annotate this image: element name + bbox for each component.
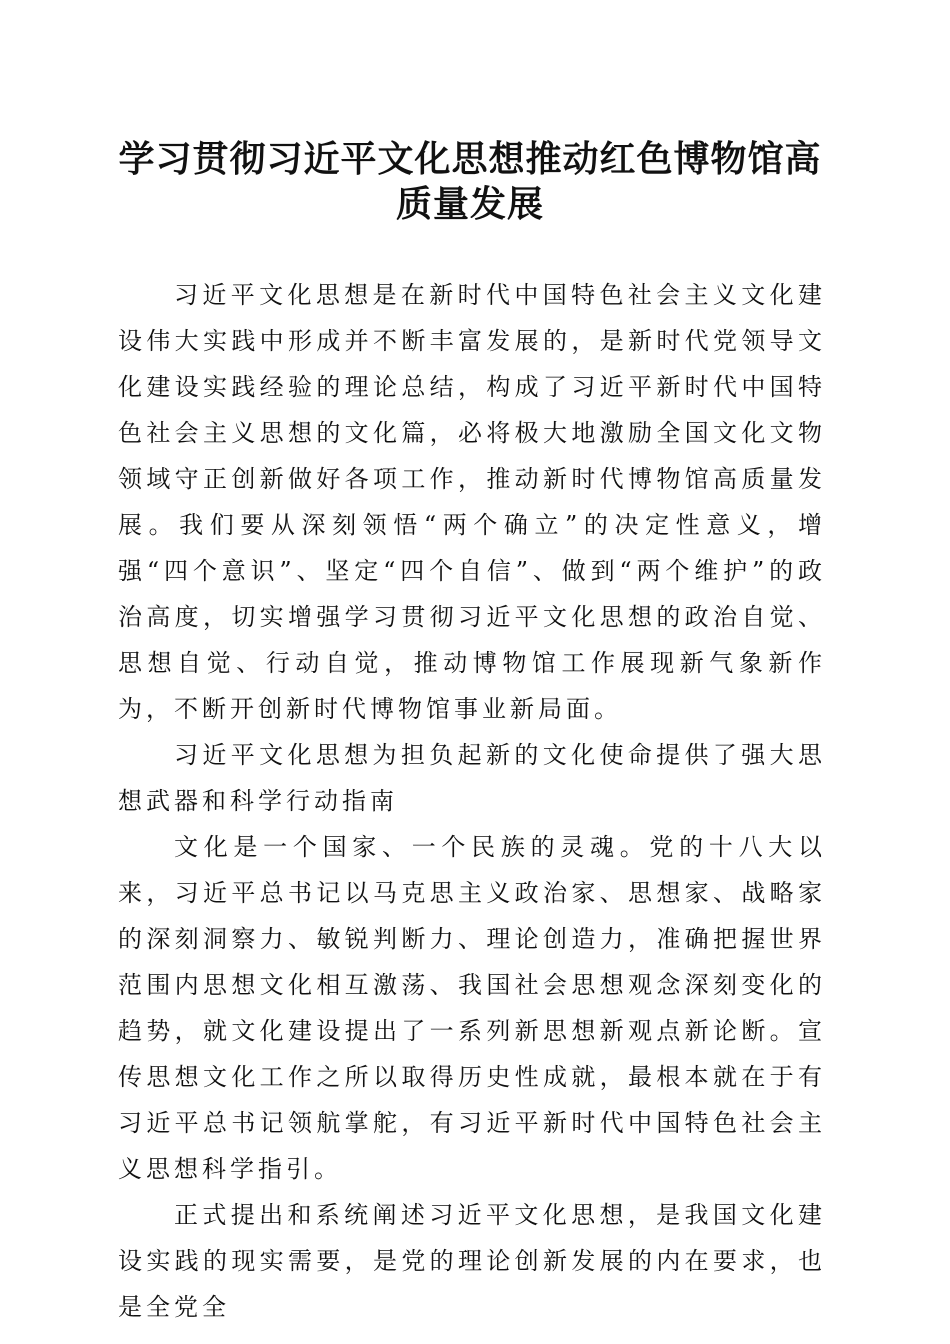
document-title: 学习贯彻习近平文化思想推动红色博物馆高质量发展 [118, 138, 822, 225]
section-heading: 习近平文化思想为担负起新的文化使命提供了强大思想武器和科学行动指南 [118, 741, 826, 815]
paragraph: 文化是一个国家、一个民族的灵魂。党的十八大以来，习近平总书记以马克思主义政治家、思想家、战略家的深刻洞察力、敏锐判断力、理论创造力，准确把握世界范围内思想文化相互激荡、我国社会思想观念深刻变化的趋势，就文化建设提出了一系列新思想新观点新论断。宣传思想文化工作之所以取得历史性成就，最根本就在于有习近平总书记领航掌舵，有习近平新时代中国特色社会主义思想科学指引。 [118, 833, 826, 1183]
paragraph: 习近平文化思想是在新时代中国特色社会主义文化建设伟大实践中形成并不断丰富发展的，是新时代党领导文化建设实践经验的理论总结，构成了习近平新时代中国特色社会主义思想的文化篇，必将极大地激励全国文化文物领域守正创新做好各项工作，推动新时代博物馆高质量发展。我们要从深刻领悟“两个确立”的决定性意义，增强“四个意识”、坚定“四个自信”、做到“两个维护”的政治高度，切实增强学习贯彻习近平文化思想的政治自觉、思想自觉、行动自觉，推动博物馆工作展现新气象新作为，不断开创新时代博物馆事业新局面。 [118, 281, 826, 723]
paragraph: 正式提出和系统阐述习近平文化思想，是我国文化建设实践的现实需要，是党的理论创新发展的内在要求，也是全党全 [118, 1201, 826, 1321]
document-body [118, 272, 826, 1330]
